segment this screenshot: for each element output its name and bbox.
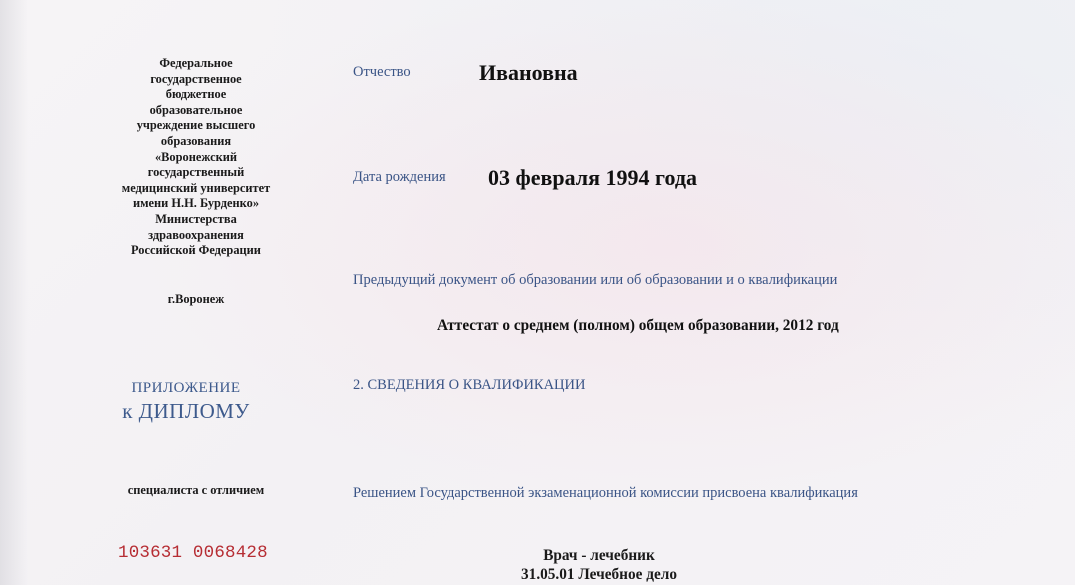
institution-line: медицинский университет [121, 180, 271, 195]
previous-document-value: Аттестат о среднем (полном) общем образовании, 2012 год [437, 317, 839, 334]
patronymic-label: Отчество [353, 64, 411, 80]
qualification-title: Врач - лечебник [543, 547, 655, 564]
institution-line: учреждение высшего [136, 118, 256, 133]
institution-line: образования [160, 133, 232, 148]
institution-line: имени Н.Н. Бурденко» [132, 196, 260, 211]
institution-line: здравоохранения [148, 227, 244, 242]
previous-document-label: Предыдущий документ об образовании или об образовании и о квалификации [353, 272, 838, 288]
section-heading: 2. СВЕДЕНИЯ О КВАЛИФИКАЦИИ [353, 377, 586, 393]
institution-line: образовательное [149, 102, 243, 117]
degree-note: специалиста с отличием [127, 483, 265, 497]
birth-date-value: 03 февраля 1994 года [488, 165, 697, 190]
qualification-decision-text: Решением Государственной экзаменационной комиссии присвоена квалификация [353, 485, 858, 501]
birth-date-label: Дата рождения [353, 169, 446, 185]
institution-line: Российской Федерации [131, 243, 261, 258]
institution-line: Министерства [155, 211, 237, 226]
document-title-line1: ПРИЛОЖЕНИЕ [131, 380, 241, 396]
serial-number: 103631 0068428 [118, 543, 268, 563]
institution-line: государственное [150, 71, 242, 86]
document-title-line2: к ДИПЛОМУ [122, 399, 250, 423]
patronymic-value: Ивановна [479, 60, 578, 85]
institution-line: бюджетное [165, 87, 227, 102]
institution-line: Федеральное [159, 56, 233, 70]
institution-line: «Воронежский [154, 149, 238, 164]
institution-name [96, 56, 296, 259]
institution-city: г.Воронеж [167, 292, 225, 306]
document-title [86, 380, 286, 424]
page-fold-shadow [0, 0, 28, 585]
qualification-specialty: 31.05.01 Лечебное дело [521, 566, 677, 583]
institution-line: государственный [147, 165, 245, 180]
